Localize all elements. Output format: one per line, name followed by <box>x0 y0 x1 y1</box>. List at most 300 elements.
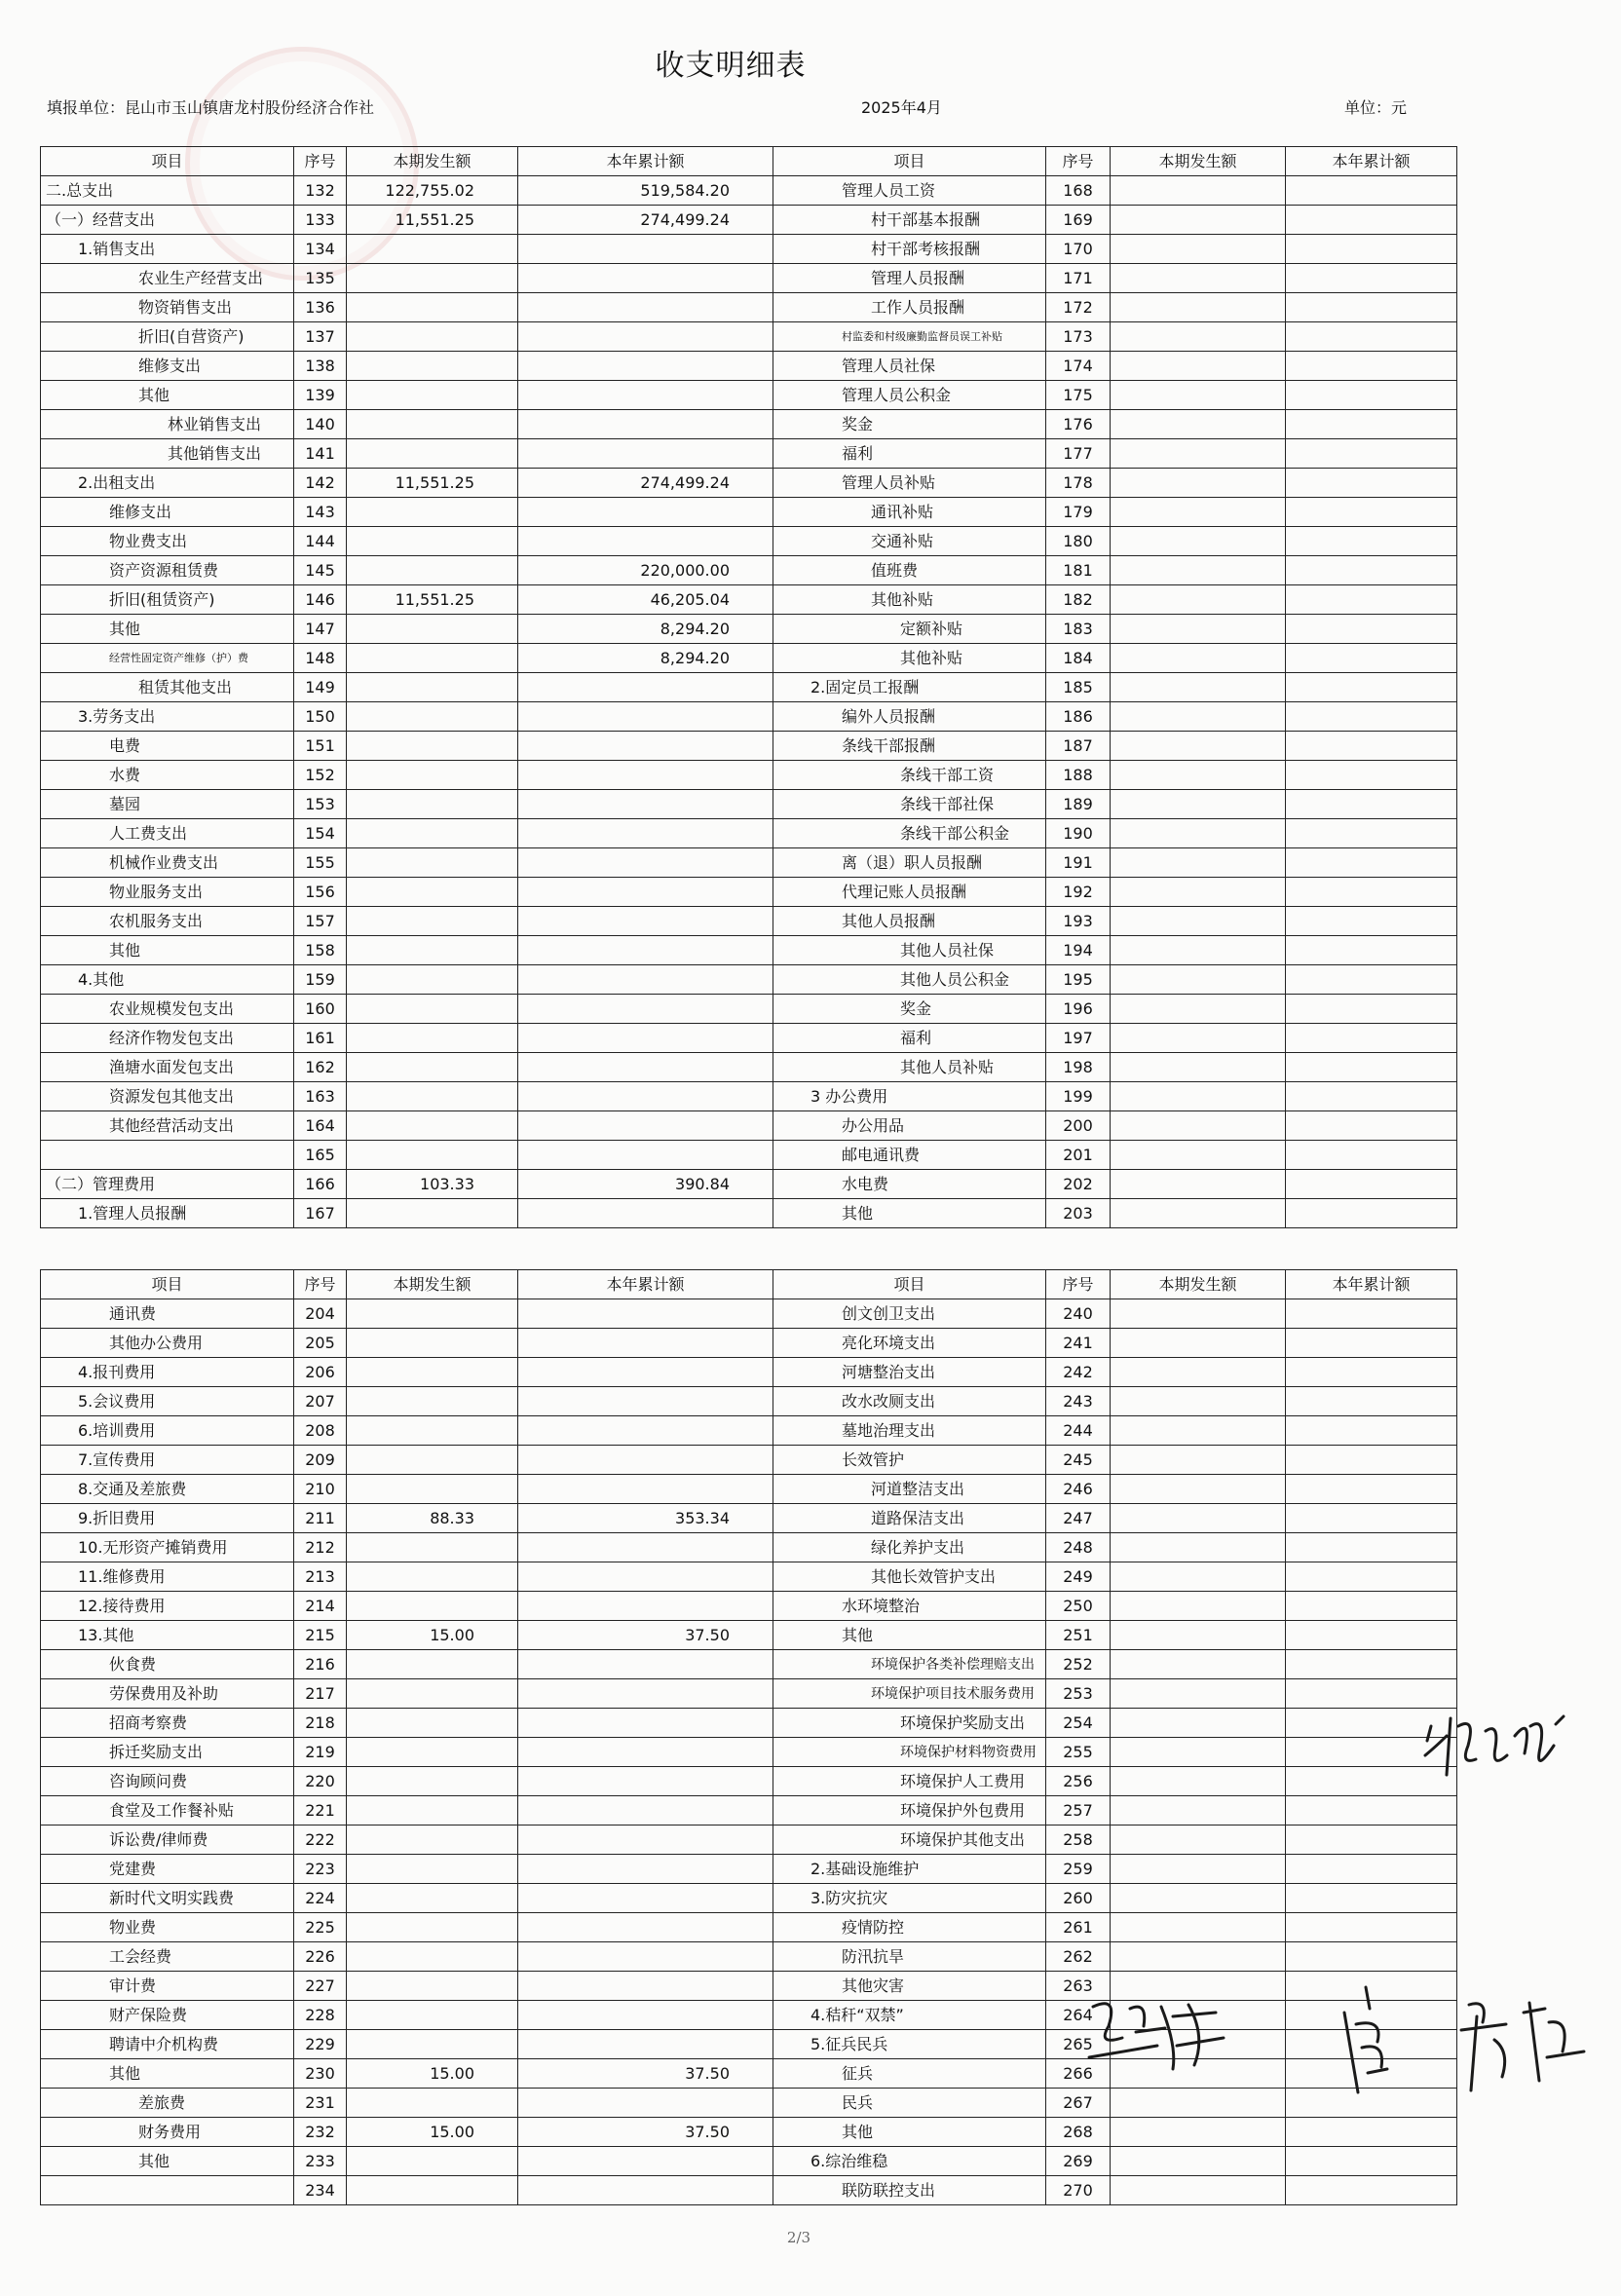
item-cell: 租赁其他支出 <box>41 673 294 702</box>
table-row <box>41 673 1457 702</box>
ytd-amount-cell: 390.84 <box>518 1170 773 1199</box>
ytd-amount-cell <box>1286 1855 1457 1884</box>
item-cell: 伙食费 <box>41 1650 294 1679</box>
current-amount-cell <box>1111 2089 1286 2118</box>
col-ytd: 本年累计额 <box>1286 1270 1457 1299</box>
seq-cell: 252 <box>1046 1650 1111 1679</box>
item-cell: 物资销售支出 <box>41 293 294 322</box>
ytd-amount-cell <box>518 965 773 995</box>
col-seq: 序号 <box>294 1270 347 1299</box>
item-cell: 物业费 <box>41 1913 294 1942</box>
ytd-amount-cell <box>1286 556 1457 585</box>
table-row <box>41 1504 1457 1533</box>
current-amount-cell <box>1111 1621 1286 1650</box>
ytd-amount-cell <box>518 1358 773 1387</box>
seq-cell: 164 <box>294 1111 347 1141</box>
seq-cell: 265 <box>1046 2030 1111 2059</box>
seq-cell: 257 <box>1046 1796 1111 1826</box>
item-cell: 环境保护材料物资费用 <box>773 1738 1046 1767</box>
current-amount-cell <box>347 1884 518 1913</box>
table-row <box>41 352 1457 381</box>
seq-cell: 268 <box>1046 2118 1111 2147</box>
ytd-amount-cell <box>1286 790 1457 819</box>
seq-cell: 145 <box>294 556 347 585</box>
item-cell: 电费 <box>41 732 294 761</box>
ytd-amount-cell <box>518 352 773 381</box>
current-amount-cell <box>1111 527 1286 556</box>
ytd-amount-cell <box>518 1024 773 1053</box>
seq-cell: 143 <box>294 498 347 527</box>
item-cell: 差旅费 <box>41 2089 294 2118</box>
ytd-amount-cell <box>1286 2147 1457 2176</box>
item-cell: 4.秸秆“双禁” <box>773 2001 1046 2030</box>
ytd-amount-cell <box>1286 1884 1457 1913</box>
ytd-amount-cell <box>518 1082 773 1111</box>
current-amount-cell <box>347 790 518 819</box>
item-cell: 环境保护其他支出 <box>773 1826 1046 1855</box>
ytd-amount-cell <box>518 995 773 1024</box>
ytd-amount-cell <box>1286 936 1457 965</box>
ytd-amount-cell <box>518 2089 773 2118</box>
current-amount-cell <box>347 2176 518 2205</box>
ytd-amount-cell <box>1286 352 1457 381</box>
seq-cell: 245 <box>1046 1446 1111 1475</box>
seq-cell: 202 <box>1046 1170 1111 1199</box>
table-row <box>41 235 1457 264</box>
ytd-amount-cell <box>1286 673 1457 702</box>
ytd-amount-cell <box>518 1679 773 1709</box>
current-amount-cell <box>1111 1826 1286 1855</box>
ytd-amount-cell <box>518 732 773 761</box>
current-amount-cell <box>347 1053 518 1082</box>
current-amount-cell <box>1111 673 1286 702</box>
current-amount-cell <box>347 878 518 907</box>
current-amount-cell <box>1111 2147 1286 2176</box>
current-amount-cell: 11,551.25 <box>347 469 518 498</box>
current-amount-cell <box>347 235 518 264</box>
current-amount-cell <box>1111 1024 1286 1053</box>
ytd-amount-cell: 220,000.00 <box>518 556 773 585</box>
ytd-amount-cell <box>518 235 773 264</box>
item-cell: 邮电通讯费 <box>773 1141 1046 1170</box>
item-cell: （一）经营支出 <box>41 206 294 235</box>
signature-1 <box>1417 1697 1583 1785</box>
current-amount-cell <box>1111 936 1286 965</box>
seq-cell: 249 <box>1046 1562 1111 1592</box>
item-cell: 其他 <box>773 1199 1046 1228</box>
current-amount-cell <box>1111 1533 1286 1562</box>
signature-3 <box>1315 1983 1598 2100</box>
item-cell: 物业服务支出 <box>41 878 294 907</box>
current-amount-cell <box>1111 1053 1286 1082</box>
ytd-amount-cell <box>518 848 773 878</box>
item-cell: 福利 <box>773 1024 1046 1053</box>
seq-cell: 211 <box>294 1504 347 1533</box>
seq-cell: 177 <box>1046 439 1111 469</box>
current-amount-cell <box>1111 293 1286 322</box>
current-amount-cell <box>347 1141 518 1170</box>
current-amount-cell <box>1111 1796 1286 1826</box>
col-ytd: 本年累计额 <box>518 147 773 176</box>
table-row <box>41 410 1457 439</box>
current-amount-cell <box>347 965 518 995</box>
current-amount-cell <box>347 2089 518 2118</box>
item-cell: 农业规模发包支出 <box>41 995 294 1024</box>
item-cell: 12.接待费用 <box>41 1592 294 1621</box>
item-cell: （二）管理费用 <box>41 1170 294 1199</box>
item-cell: 道路保洁支出 <box>773 1504 1046 1533</box>
ytd-amount-cell <box>1286 848 1457 878</box>
table-row <box>41 1679 1457 1709</box>
col-item: 项目 <box>41 147 294 176</box>
item-cell: 通讯补贴 <box>773 498 1046 527</box>
table-row <box>41 1913 1457 1942</box>
item-cell: 13.其他 <box>41 1621 294 1650</box>
ytd-amount-cell: 37.50 <box>518 1621 773 1650</box>
ytd-amount-cell <box>518 1942 773 1972</box>
table-row <box>41 1650 1457 1679</box>
item-cell: 机械作业费支出 <box>41 848 294 878</box>
seq-cell: 263 <box>1046 1972 1111 2001</box>
item-cell: 河塘整治支出 <box>773 1358 1046 1387</box>
current-amount-cell <box>1111 848 1286 878</box>
col-ytd: 本年累计额 <box>518 1270 773 1299</box>
item-cell: 6.综治维稳 <box>773 2147 1046 2176</box>
table-row <box>41 1884 1457 1913</box>
current-amount-cell <box>347 732 518 761</box>
ytd-amount-cell <box>1286 1024 1457 1053</box>
table-row <box>41 1199 1457 1228</box>
current-amount-cell: 11,551.25 <box>347 585 518 615</box>
current-amount-cell <box>347 498 518 527</box>
page-number: 2/3 <box>786 2229 811 2246</box>
seq-cell: 159 <box>294 965 347 995</box>
current-amount-cell <box>347 322 518 352</box>
seq-cell: 227 <box>294 1972 347 2001</box>
item-cell: 其他经营活动支出 <box>41 1111 294 1141</box>
col-current: 本期发生额 <box>347 147 518 176</box>
current-amount-cell <box>347 1416 518 1446</box>
item-cell: 财务费用 <box>41 2118 294 2147</box>
seq-cell: 228 <box>294 2001 347 2030</box>
current-amount-cell <box>347 702 518 732</box>
table-row <box>41 965 1457 995</box>
item-cell: 交通补贴 <box>773 527 1046 556</box>
item-cell: 维修支出 <box>41 498 294 527</box>
seq-cell: 170 <box>1046 235 1111 264</box>
reporting-unit: 填报单位：昆山市玉山镇唐龙村股份经济合作社 <box>47 98 375 117</box>
seq-cell: 260 <box>1046 1884 1111 1913</box>
table-row <box>41 2030 1457 2059</box>
item-cell: 其他销售支出 <box>41 439 294 469</box>
seq-cell: 179 <box>1046 498 1111 527</box>
current-amount-cell <box>1111 469 1286 498</box>
ytd-amount-cell <box>1286 1562 1457 1592</box>
table-row <box>41 615 1457 644</box>
ytd-amount-cell <box>1286 965 1457 995</box>
expense-table-bottom <box>40 1269 1457 2205</box>
current-amount-cell <box>1111 2176 1286 2205</box>
table-row <box>41 1111 1457 1141</box>
ytd-amount-cell <box>518 1329 773 1358</box>
ytd-amount-cell <box>1286 615 1457 644</box>
seq-cell: 264 <box>1046 2001 1111 2030</box>
ytd-amount-cell <box>518 1199 773 1228</box>
seq-cell: 166 <box>294 1170 347 1199</box>
seq-cell: 255 <box>1046 1738 1111 1767</box>
current-amount-cell <box>347 1650 518 1679</box>
current-amount-cell: 103.33 <box>347 1170 518 1199</box>
table-row <box>41 1141 1457 1170</box>
item-cell: 条线干部工资 <box>773 761 1046 790</box>
seq-cell: 258 <box>1046 1826 1111 1855</box>
table-row <box>41 2118 1457 2147</box>
seq-cell: 250 <box>1046 1592 1111 1621</box>
col-current: 本期发生额 <box>347 1270 518 1299</box>
seq-cell: 266 <box>1046 2059 1111 2089</box>
ytd-amount-cell <box>518 1796 773 1826</box>
table-row <box>41 498 1457 527</box>
current-amount-cell <box>347 1082 518 1111</box>
item-cell: 长效管护 <box>773 1446 1046 1475</box>
seq-cell: 134 <box>294 235 347 264</box>
seq-cell: 200 <box>1046 1111 1111 1141</box>
ytd-amount-cell <box>1286 702 1457 732</box>
item-cell: 条线干部公积金 <box>773 819 1046 848</box>
current-amount-cell <box>1111 1562 1286 1592</box>
item-cell: 村监委和村级廉勤监督员误工补贴 <box>773 322 1046 352</box>
current-amount-cell <box>1111 176 1286 206</box>
seq-cell: 261 <box>1046 1913 1111 1942</box>
ytd-amount-cell <box>518 1475 773 1504</box>
item-cell: 2.出租支出 <box>41 469 294 498</box>
current-amount-cell <box>347 2001 518 2030</box>
table-row <box>41 1082 1457 1111</box>
seq-cell: 230 <box>294 2059 347 2089</box>
ytd-amount-cell <box>1286 1504 1457 1533</box>
seq-cell: 206 <box>294 1358 347 1387</box>
seq-cell: 231 <box>294 2089 347 2118</box>
current-amount-cell <box>347 673 518 702</box>
seq-cell: 148 <box>294 644 347 673</box>
ytd-amount-cell <box>1286 1329 1457 1358</box>
ytd-amount-cell <box>518 527 773 556</box>
item-cell: 其他 <box>41 615 294 644</box>
seq-cell: 168 <box>1046 176 1111 206</box>
seq-cell: 167 <box>294 1199 347 1228</box>
ytd-amount-cell <box>518 1884 773 1913</box>
page-title: 收支明细表 <box>655 49 807 83</box>
seq-cell: 207 <box>294 1387 347 1416</box>
ytd-amount-cell <box>1286 1299 1457 1329</box>
current-amount-cell <box>347 848 518 878</box>
item-cell: 5.征兵民兵 <box>773 2030 1046 2059</box>
item-cell: 奖金 <box>773 410 1046 439</box>
current-amount-cell <box>347 1913 518 1942</box>
item-cell: 编外人员报酬 <box>773 702 1046 732</box>
seq-cell: 142 <box>294 469 347 498</box>
item-cell: 墓地治理支出 <box>773 1416 1046 1446</box>
seq-cell: 256 <box>1046 1767 1111 1796</box>
seq-cell: 215 <box>294 1621 347 1650</box>
ytd-amount-cell <box>518 439 773 469</box>
table-row <box>41 1416 1457 1446</box>
seq-cell: 240 <box>1046 1299 1111 1329</box>
table-row <box>41 585 1457 615</box>
ytd-amount-cell <box>1286 1621 1457 1650</box>
item-cell: 工会经费 <box>41 1942 294 1972</box>
ytd-amount-cell <box>1286 732 1457 761</box>
ytd-amount-cell: 8,294.20 <box>518 615 773 644</box>
table-row <box>41 206 1457 235</box>
seq-cell: 138 <box>294 352 347 381</box>
seq-cell: 195 <box>1046 965 1111 995</box>
ytd-amount-cell <box>1286 293 1457 322</box>
item-cell: 墓园 <box>41 790 294 819</box>
ytd-amount-cell <box>518 1533 773 1562</box>
table-row <box>41 1592 1457 1621</box>
seq-cell: 244 <box>1046 1416 1111 1446</box>
current-amount-cell <box>347 1826 518 1855</box>
item-cell: 4.报刊费用 <box>41 1358 294 1387</box>
item-cell: 聘请中介机构费 <box>41 2030 294 2059</box>
current-amount-cell <box>1111 1855 1286 1884</box>
item-cell <box>41 1141 294 1170</box>
table-row <box>41 1053 1457 1082</box>
item-cell: 3.防灾抗灾 <box>773 1884 1046 1913</box>
seq-cell: 269 <box>1046 2147 1111 2176</box>
table-row <box>41 1738 1457 1767</box>
current-amount-cell <box>1111 644 1286 673</box>
item-cell: 村干部基本报酬 <box>773 206 1046 235</box>
current-amount-cell <box>1111 1199 1286 1228</box>
current-amount-cell <box>347 644 518 673</box>
item-cell: 维修支出 <box>41 352 294 381</box>
current-amount-cell <box>1111 1884 1286 1913</box>
table-row <box>41 1329 1457 1358</box>
current-amount-cell <box>347 352 518 381</box>
current-amount-cell <box>1111 1446 1286 1475</box>
ytd-amount-cell <box>518 410 773 439</box>
current-amount-cell <box>347 907 518 936</box>
current-amount-cell <box>347 1199 518 1228</box>
item-cell: 林业销售支出 <box>41 410 294 439</box>
item-cell: 管理人员工资 <box>773 176 1046 206</box>
seq-cell: 270 <box>1046 2176 1111 2205</box>
seq-cell: 175 <box>1046 381 1111 410</box>
current-amount-cell <box>1111 2118 1286 2147</box>
seq-cell: 160 <box>294 995 347 1024</box>
current-amount-cell <box>347 1329 518 1358</box>
item-cell: 环境保护外包费用 <box>773 1796 1046 1826</box>
current-amount-cell <box>1111 1329 1286 1358</box>
ytd-amount-cell <box>1286 1650 1457 1679</box>
seq-cell: 193 <box>1046 907 1111 936</box>
col-seq: 序号 <box>1046 1270 1111 1299</box>
current-amount-cell <box>347 1855 518 1884</box>
table-row <box>41 1855 1457 1884</box>
item-cell: 农业生产经营支出 <box>41 264 294 293</box>
table-row <box>41 1299 1457 1329</box>
seq-cell: 197 <box>1046 1024 1111 1053</box>
current-amount-cell <box>347 2030 518 2059</box>
item-cell: 11.维修费用 <box>41 1562 294 1592</box>
current-amount-cell <box>347 1562 518 1592</box>
item-cell: 工作人员报酬 <box>773 293 1046 322</box>
item-cell: 福利 <box>773 439 1046 469</box>
col-seq: 序号 <box>294 147 347 176</box>
seq-cell: 189 <box>1046 790 1111 819</box>
seq-cell: 149 <box>294 673 347 702</box>
report-period: 2025年4月 <box>861 98 942 117</box>
seq-cell: 144 <box>294 527 347 556</box>
seq-cell: 201 <box>1046 1141 1111 1170</box>
table-row <box>41 527 1457 556</box>
item-cell: 审计费 <box>41 1972 294 2001</box>
ytd-amount-cell: 8,294.20 <box>518 644 773 673</box>
table-row <box>41 381 1457 410</box>
ytd-amount-cell <box>1286 1533 1457 1562</box>
item-cell: 诉讼费/律师费 <box>41 1826 294 1855</box>
ytd-amount-cell <box>1286 1796 1457 1826</box>
item-cell: 折旧(租赁资产) <box>41 585 294 615</box>
ytd-amount-cell <box>518 264 773 293</box>
current-amount-cell <box>1111 995 1286 1024</box>
current-amount-cell <box>347 293 518 322</box>
ytd-amount-cell <box>1286 1053 1457 1082</box>
ytd-amount-cell <box>518 1141 773 1170</box>
ytd-amount-cell <box>1286 1141 1457 1170</box>
seq-cell: 155 <box>294 848 347 878</box>
item-cell: 经济作物发包支出 <box>41 1024 294 1053</box>
ytd-amount-cell <box>1286 527 1457 556</box>
seq-cell: 267 <box>1046 2089 1111 2118</box>
current-amount-cell <box>1111 732 1286 761</box>
table-row <box>41 1767 1457 1796</box>
table-row <box>41 702 1457 732</box>
item-cell: 10.无形资产摊销费用 <box>41 1533 294 1562</box>
current-amount-cell: 15.00 <box>347 2059 518 2089</box>
seq-cell: 253 <box>1046 1679 1111 1709</box>
item-cell: 新时代文明实践费 <box>41 1884 294 1913</box>
item-cell: 村干部考核报酬 <box>773 235 1046 264</box>
item-cell: 其他办公费用 <box>41 1329 294 1358</box>
seq-cell: 232 <box>294 2118 347 2147</box>
item-cell: 联防联控支出 <box>773 2176 1046 2205</box>
table-row <box>41 790 1457 819</box>
item-cell: 管理人员社保 <box>773 352 1046 381</box>
item-cell: 其他 <box>41 381 294 410</box>
item-cell: 4.其他 <box>41 965 294 995</box>
ytd-amount-cell <box>1286 2118 1457 2147</box>
seq-cell: 174 <box>1046 352 1111 381</box>
ytd-amount-cell <box>518 1767 773 1796</box>
table-row <box>41 439 1457 469</box>
ytd-amount-cell <box>1286 761 1457 790</box>
current-amount-cell <box>347 556 518 585</box>
seq-cell: 184 <box>1046 644 1111 673</box>
item-cell: 8.交通及差旅费 <box>41 1475 294 1504</box>
current-amount-cell <box>1111 819 1286 848</box>
seq-cell: 254 <box>1046 1709 1111 1738</box>
seq-cell: 172 <box>1046 293 1111 322</box>
table-row <box>41 556 1457 585</box>
seq-cell: 243 <box>1046 1387 1111 1416</box>
ytd-amount-cell <box>518 381 773 410</box>
item-cell: 咨询顾问费 <box>41 1767 294 1796</box>
col-item: 项目 <box>41 1270 294 1299</box>
table-row <box>41 1170 1457 1199</box>
